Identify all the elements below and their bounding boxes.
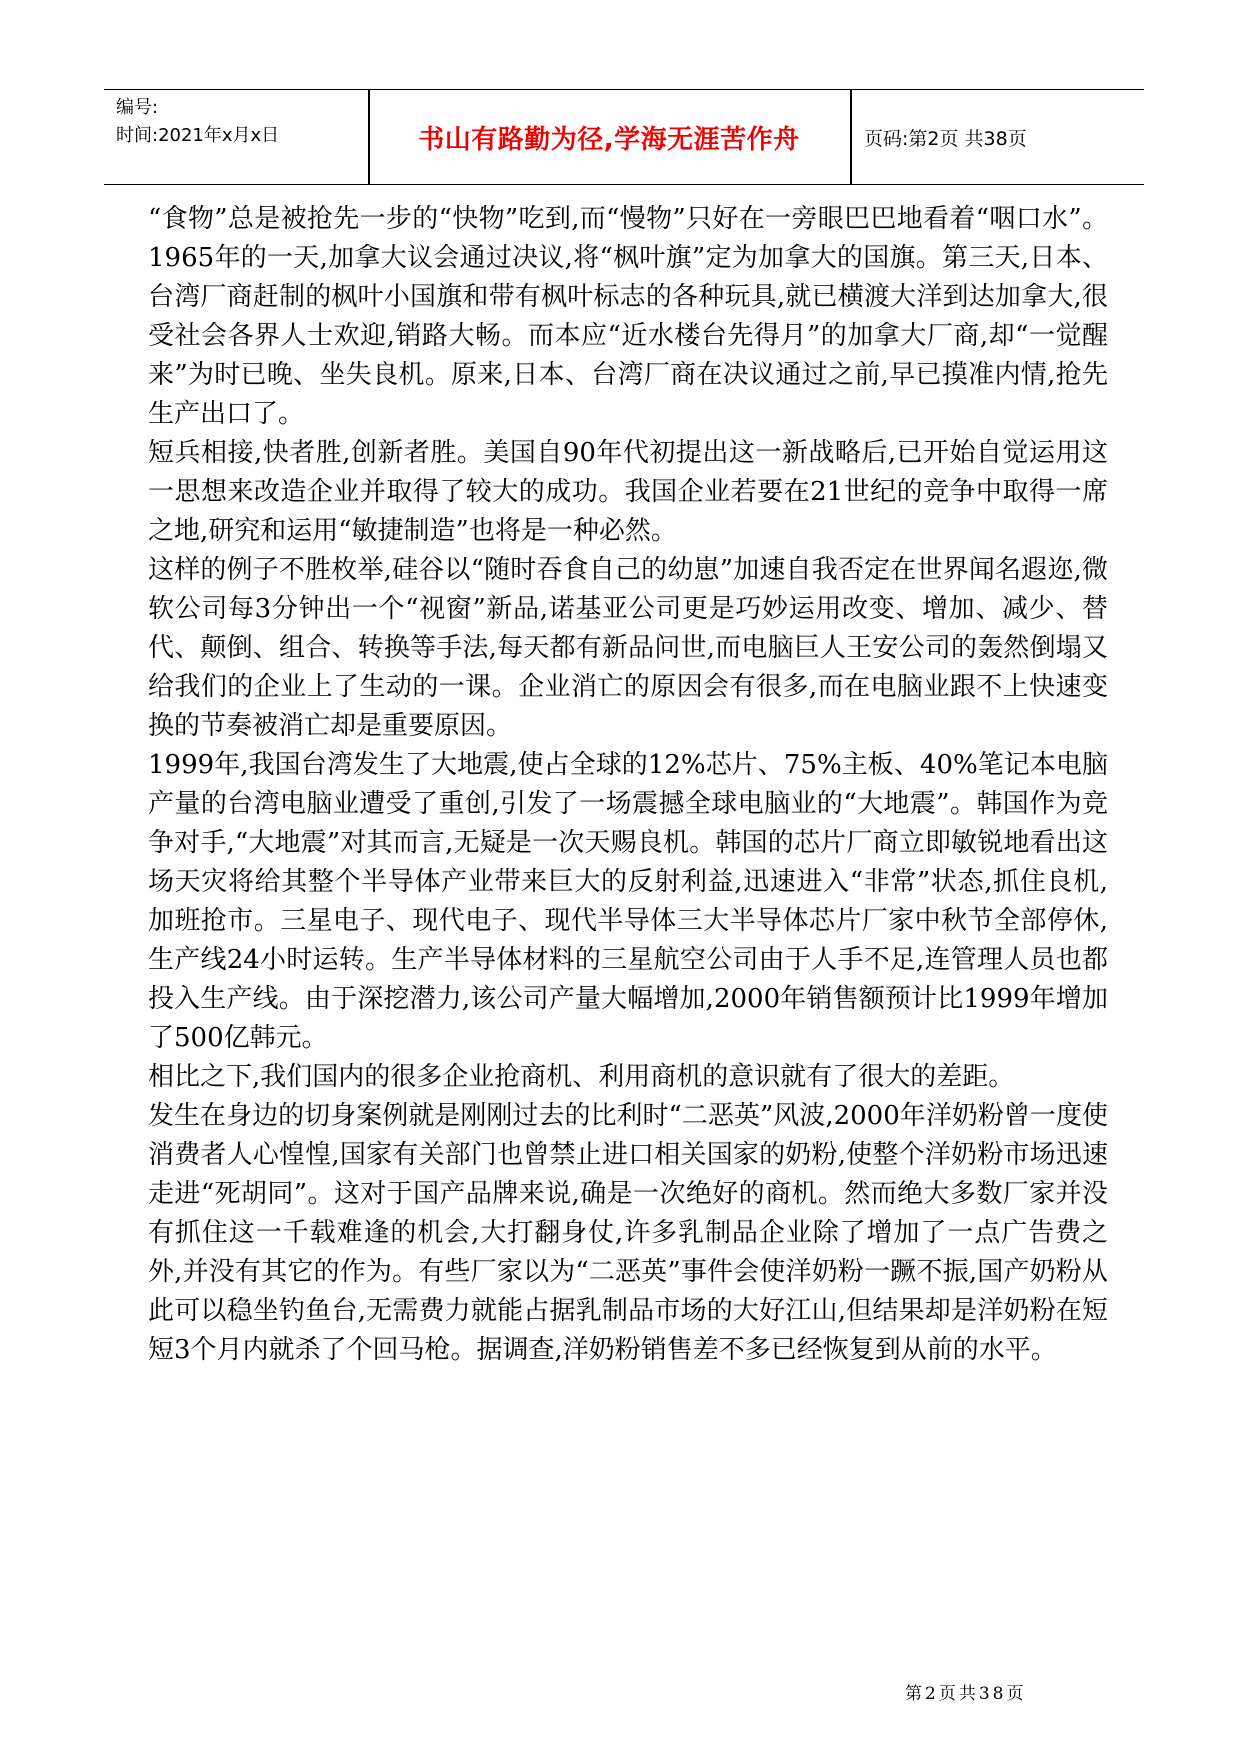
paragraph: 这样的例子不胜枚举,硅谷以“随时吞食自己的幼崽”加速自我否定在世界闻名遐迩,微软公司每3分钟出一个“视窗”新品,诺基亚公司更是巧妙运用改变、增加、减少、替代、颠倒、组合、转换等手法,每天都有新品问世,而电脑巨人王安公司的轰然倒塌又给我们的企业上了生动的一课。企业消亡的原因会有很多,而在电脑业跟不上快速变换的节奏被消亡却是重要原因。 xyxy=(148,555,1108,741)
paragraph: 短兵相接,快者胜,创新者胜。美国自90年代初提出这一新战略后,已开始自觉运用这一思想来改造企业并取得了较大的成功。我国企业若要在21世纪的竞争中取得一席之地,研究和运用“敏捷制造”也将是一种必然。 xyxy=(148,438,1108,546)
header-divider xyxy=(850,90,852,184)
header-meta xyxy=(116,94,366,150)
document-number-label: 编号: xyxy=(116,97,159,118)
paragraph: 1999年,我国台湾发生了大地震,使占全球的12%芯片、75%主板、40%笔记本电脑产量的台湾电脑业遭受了重创,引发了一场震撼全球电脑业的“大地震”。韩国作为竞争对手,“大地震”对其而言,无疑是一次天赐良机。韩国的芯片厂商立即敏锐地看出这场天灾将给其整个半导体产业带来巨大的反射利益,迅速进入“非常”状态,抓住良机,加班抢市。三星电子、现代电子、现代半导体三大半导体芯片厂家中秋节全部停休,生产线24小时运转。生产半导体材料的三星航空公司由于人手不足,连管理人员也都投入生产线。由于深挖潜力,该公司产量大幅增加,2000年销售额预计比1999年增加了500亿韩元。 xyxy=(148,750,1108,1053)
page-footer: 第2页共38页 xyxy=(905,1684,1027,1704)
document-body xyxy=(148,200,1108,1370)
paragraph: 发生在身边的切身案例就是刚刚过去的比利时“二恶英”风波,2000年洋奶粉曾一度使消费者人心惶惶,国家有关部门也曾禁止进口相关国家的奶粉,使整个洋奶粉市场迅速走进“死胡同”。这对于国产品牌来说,确是一次绝好的商机。然而绝大多数厂家并没有抓住这一千载难逢的机会,大打翻身仗,许多乳制品企业除了增加了一点广告费之外,并没有其它的作为。有些厂家以为“二恶英”事件会使洋奶粉一蹶不振,国产奶粉从此可以稳坐钓鱼台,无需费力就能占据乳制品市场的大好江山,但结果却是洋奶粉在短短3个月内就杀了个回马枪。据调查,洋奶粉销售差不多已经恢复到从前的水平。 xyxy=(148,1101,1108,1365)
paragraph: 相比之下,我们国内的很多企业抢商机、利用商机的意识就有了很大的差距。 xyxy=(148,1062,1015,1092)
page-header xyxy=(104,89,1144,185)
header-page-code: 页码:第2页 共38页 xyxy=(864,127,1027,150)
paragraph: “食物”总是被抢先一步的“快物”吃到,而“慢物”只好在一旁眼巴巴地看着“咽口水”。1965年的一天,加拿大议会通过决议,将“枫叶旗”定为加拿大的国旗。第三天,日本、台湾厂商赶制的枫叶小国旗和带有枫叶标志的各种玩具,就已横渡大洋到达加拿大,很受社会各界人士欢迎,销路大畅。而本应“近水楼台先得月”的加拿大厂商,却“一觉醒来”为时已晚、坐失良机。原来,日本、台湾厂商在决议通过之前,早已摸准内情,抢先生产出口了。 xyxy=(148,204,1108,429)
document-time-label: 时间:2021年x月x日 xyxy=(116,125,280,146)
header-motto: 书山有路勤为径,学海无涯苦作舟 xyxy=(418,124,800,155)
